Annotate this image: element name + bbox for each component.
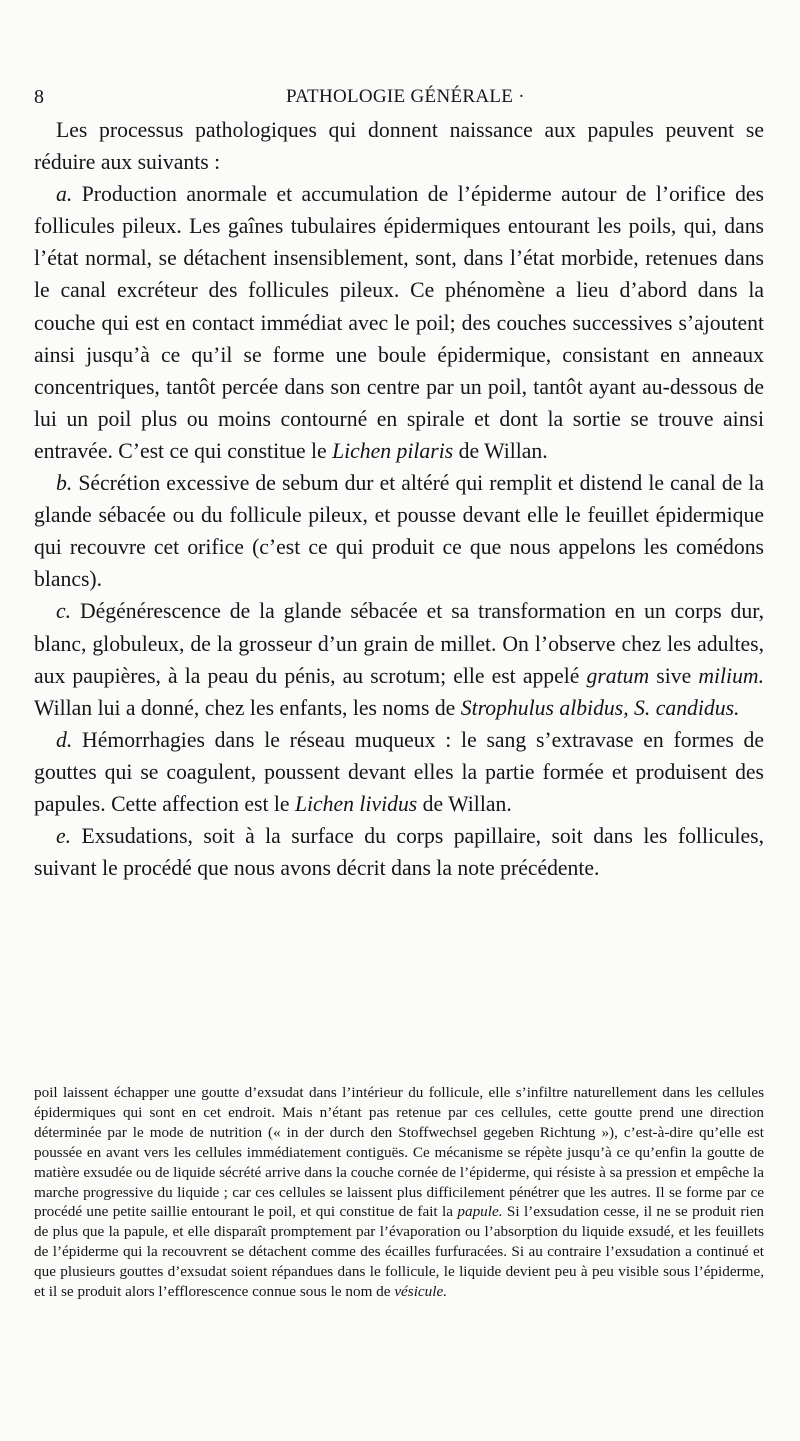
item-e-letter: e.	[56, 824, 72, 849]
page-header	[34, 84, 764, 114]
intro-text: Les processus pathologiques qui donnent naissance aux papules peuvent se réduire aux suivants :	[34, 118, 764, 175]
item-d-term: Lichen lividus	[294, 791, 418, 816]
item-d-paragraph	[34, 724, 764, 820]
item-a-term: Lichen pilaris	[332, 438, 454, 463]
intro-paragraph	[34, 114, 764, 178]
footnote	[34, 1083, 764, 1302]
item-b-text: Sécrétion excessive de sebum dur et altéré qui remplit et distend le canal de la glande sébacée ou du follicule pileux, et pousse devant elle le feuillet épidermique qui recouvre cet orifice (c’est ce qui produit ce que nous appelons les comédons blancs).	[34, 471, 764, 592]
footnote-part1: poil laissent échapper une goutte d’exsudat dans l’intérieur du follicule, elle s’infiltre naturellement dans les cellules épidermiques qui sont en cet endroit. Mais n’étant pas retenue par ces cellules, cette goutte prend une direction déterminée par le mode de nutrition (« in der durch den Stoffwechsel gegeben Richtung »), c’est-à-dire qu’elle est poussée en avant vers les cellules immédiatement contiguës. Ce mécanisme se répète jusqu’à ce qu’enfin la goutte de matière exsudée ou de liquide sécrété arrive dans la couche cornée de l’épiderme, qui résiste à sa pression et empêche la marche progressive du liquide ; car ces cellules se laissent plus difficilement pénétrer que les autres. Il se forme par ce procédé une petite saillie entourant le poil, et qui constitue de fait la	[34, 1084, 764, 1221]
item-d-letter: d.	[56, 727, 73, 752]
page-number: 8	[34, 86, 44, 108]
item-c-text2: Willan lui a donné, chez les enfants, les noms de	[34, 695, 456, 720]
footnote-paragraph	[34, 1083, 764, 1302]
item-c-mid: sive	[656, 663, 692, 688]
item-b-letter: b.	[56, 471, 73, 496]
item-d-text: Hémorrhagies dans le réseau muqueux : le sang s’extravase en formes de gouttes qui se coagulent, poussent devant elles la partie formée et produisent des papules. Cette affection est le	[34, 727, 764, 816]
item-d-tail: de Willan.	[422, 791, 512, 816]
item-a-letter: a.	[56, 182, 73, 207]
item-c-text1: Dégénérescence de la glande sébacée et sa transformation en un corps dur, blanc, globuleux, de la grosseur d’un grain de millet. On l’observe chez les adultes, aux paupières, à la peau du pénis, au scrotum; elle est appelé	[34, 599, 765, 688]
item-e-paragraph	[34, 820, 764, 884]
item-a-tail: de Willan.	[458, 438, 548, 463]
item-a-paragraph	[34, 178, 764, 467]
item-c-term2: milium.	[698, 663, 765, 688]
main-text	[34, 114, 764, 884]
item-c-term1: gratum	[586, 663, 650, 688]
item-b-paragraph	[34, 467, 764, 595]
item-e-text: Exsudations, soit à la surface du corps papillaire, soit dans les follicules, suivant le procédé que nous avons décrit dans la note précédente.	[34, 824, 764, 881]
item-c-paragraph	[34, 595, 764, 723]
item-c-term3: Strophulus albidus, S. candidus.	[460, 695, 740, 720]
footnote-term2: vésicule.	[394, 1283, 448, 1301]
footnote-term1: papule.	[457, 1203, 503, 1221]
running-title: PATHOLOGIE GÉNÉRALE ·	[286, 86, 525, 107]
footnote-part2: Si l’exsudation cesse, il ne se produit rien de plus que la papule, et elle disparaît promptement par l’évaporation ou l’absorption du liquide exsudé, et les feuillets de l’épiderme qui la recouvrent se détachent comme des écailles furfuracées. Si au contraire l’exsudation a continué et que plusieurs gouttes d’exsudat soient répandues dans le follicule, le liquide devient peu à peu visible sous l’épiderme, et il se produit alors l’efflorescence connue sous le nom de	[34, 1203, 765, 1301]
item-c-letter: c.	[56, 599, 72, 624]
item-a-text: Production anormale et accumulation de l’épiderme autour de l’orifice des follicules pileux. Les gaînes tubulaires épidermiques entourant les poils, qui, dans l’état normal, se détachent insensiblement, sont, dans l’état morbide, retenues dans le canal excréteur des follicules pileux. Ce phénomène a lieu d’abord dans la couche qui est en contact immédiat avec le poil; des couches successives s’ajoutent ainsi jusqu’à ce qu’il se forme une boule épidermique, consistant en anneaux concentriques, tantôt percée dans son centre par un poil, tantôt ayant au-dessous de lui un poil plus ou moins contourné en spirale et dont la sortie se trouve ainsi entravée. C’est ce qui constitue le	[34, 182, 764, 463]
